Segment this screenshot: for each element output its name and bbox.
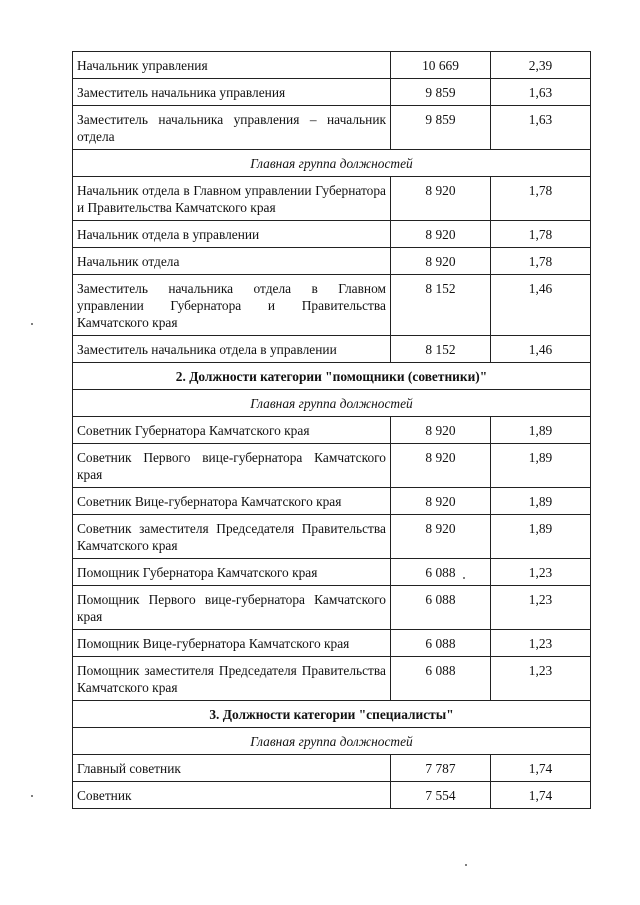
table-row bbox=[73, 657, 591, 701]
salary-cell: 9 859 bbox=[391, 106, 491, 150]
salary-cell: 6 088 bbox=[391, 586, 491, 630]
category-title: 2. Должности категории "помощники (советники)" bbox=[73, 363, 591, 390]
salary-cell: 6 088 bbox=[391, 657, 491, 701]
salary-cell: 8 920 bbox=[391, 177, 491, 221]
category-header-row bbox=[73, 701, 591, 728]
coefficient-cell: 1,78 bbox=[491, 177, 591, 221]
coefficient-cell: 1,78 bbox=[491, 221, 591, 248]
salary-cell: 8 920 bbox=[391, 417, 491, 444]
salary-cell: 8 920 bbox=[391, 248, 491, 275]
coefficient-cell: 1,89 bbox=[491, 444, 591, 488]
table-row bbox=[73, 488, 591, 515]
salary-cell: 8 152 bbox=[391, 336, 491, 363]
table-row bbox=[73, 417, 591, 444]
table-row bbox=[73, 515, 591, 559]
coefficient-cell: 1,89 bbox=[491, 488, 591, 515]
position-name-cell: Начальник управления bbox=[73, 52, 391, 79]
position-name-cell: Советник Первого вице-губернатора Камчатского края bbox=[73, 444, 391, 488]
coefficient-cell: 1,74 bbox=[491, 782, 591, 809]
scan-speck bbox=[465, 864, 467, 866]
table-row bbox=[73, 177, 591, 221]
table-row bbox=[73, 79, 591, 106]
salary-cell: 9 859 bbox=[391, 79, 491, 106]
position-name-cell: Заместитель начальника управления – начальник отдела bbox=[73, 106, 391, 150]
salary-cell: 7 554 bbox=[391, 782, 491, 809]
coefficient-cell: 1,74 bbox=[491, 755, 591, 782]
table-row bbox=[73, 586, 591, 630]
position-name-cell: Советник Вице-губернатора Камчатского края bbox=[73, 488, 391, 515]
position-name-cell: Помощник Губернатора Камчатского края bbox=[73, 559, 391, 586]
coefficient-cell: 1,46 bbox=[491, 275, 591, 336]
position-name-cell: Помощник Вице-губернатора Камчатского края bbox=[73, 630, 391, 657]
position-name-cell: Советник bbox=[73, 782, 391, 809]
coefficient-cell: 1,23 bbox=[491, 657, 591, 701]
scan-speck bbox=[31, 795, 33, 797]
position-name-cell: Начальник отдела bbox=[73, 248, 391, 275]
group-header-row bbox=[73, 150, 591, 177]
coefficient-cell: 1,46 bbox=[491, 336, 591, 363]
table-row bbox=[73, 630, 591, 657]
salary-cell: 8 920 bbox=[391, 515, 491, 559]
salary-cell: 7 787 bbox=[391, 755, 491, 782]
salary-cell: 8 920 bbox=[391, 444, 491, 488]
group-header-row bbox=[73, 390, 591, 417]
salary-table-body bbox=[73, 52, 591, 809]
category-header-row bbox=[73, 363, 591, 390]
position-name-cell: Начальник отдела в управлении bbox=[73, 221, 391, 248]
salary-cell: 8 152 bbox=[391, 275, 491, 336]
position-name-cell: Заместитель начальника отдела в управлении bbox=[73, 336, 391, 363]
coefficient-cell: 1,63 bbox=[491, 79, 591, 106]
scan-speck bbox=[31, 323, 33, 325]
table-row bbox=[73, 755, 591, 782]
group-title: Главная группа должностей bbox=[73, 150, 591, 177]
position-name-cell: Главный советник bbox=[73, 755, 391, 782]
table-row bbox=[73, 221, 591, 248]
position-name-cell: Советник заместителя Председателя Правительства Камчатского края bbox=[73, 515, 391, 559]
coefficient-cell: 1,23 bbox=[491, 630, 591, 657]
salary-table bbox=[72, 51, 591, 809]
table-row bbox=[73, 782, 591, 809]
position-name-cell: Заместитель начальника отдела в Главном управлении Губернатора и Правительства Камчатского края bbox=[73, 275, 391, 336]
table-row bbox=[73, 336, 591, 363]
group-title: Главная группа должностей bbox=[73, 390, 591, 417]
coefficient-cell: 2,39 bbox=[491, 52, 591, 79]
table-row bbox=[73, 106, 591, 150]
coefficient-cell: 1,23 bbox=[491, 559, 591, 586]
group-header-row bbox=[73, 728, 591, 755]
coefficient-cell: 1,89 bbox=[491, 515, 591, 559]
table-row bbox=[73, 444, 591, 488]
position-name-cell: Помощник Первого вице-губернатора Камчатского края bbox=[73, 586, 391, 630]
salary-cell: 8 920 bbox=[391, 221, 491, 248]
position-name-cell: Советник Губернатора Камчатского края bbox=[73, 417, 391, 444]
table-row bbox=[73, 275, 591, 336]
table-row bbox=[73, 559, 591, 586]
position-name-cell: Помощник заместителя Председателя Правительства Камчатского края bbox=[73, 657, 391, 701]
salary-cell: 6 088 bbox=[391, 630, 491, 657]
coefficient-cell: 1,78 bbox=[491, 248, 591, 275]
coefficient-cell: 1,63 bbox=[491, 106, 591, 150]
group-title: Главная группа должностей bbox=[73, 728, 591, 755]
category-title: 3. Должности категории "специалисты" bbox=[73, 701, 591, 728]
coefficient-cell: 1,23 bbox=[491, 586, 591, 630]
scan-speck bbox=[463, 577, 465, 579]
salary-cell: 6 088 bbox=[391, 559, 491, 586]
salary-cell: 10 669 bbox=[391, 52, 491, 79]
salary-cell: 8 920 bbox=[391, 488, 491, 515]
table-row bbox=[73, 52, 591, 79]
position-name-cell: Заместитель начальника управления bbox=[73, 79, 391, 106]
table-row bbox=[73, 248, 591, 275]
position-name-cell: Начальник отдела в Главном управлении Губернатора и Правительства Камчатского края bbox=[73, 177, 391, 221]
coefficient-cell: 1,89 bbox=[491, 417, 591, 444]
